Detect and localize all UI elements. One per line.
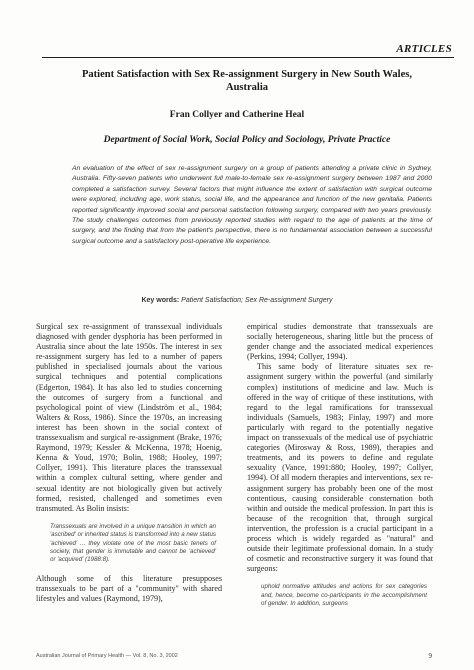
body-paragraph: Surgical sex re-assignment of transsexual individuals diagnosed with gender dysphoria has been performed in Australia since about the late 1950s. The interest in sex re-assignment surgery has led to a number of papers published in specialised journals about the various surgical techniques and potential complications (Edgerton, 1984). It has also led to studies concerning the outcomes of surgery from a functional and psychological point of view (Lindström et al., 1984; Walters & Ross, 1986). Since the 1970s, an increasing interest has been shown in the social context of transsexualism and surgical re-assignment (Brake, 1976; Raymond, 1979; Kessler & McKenna, 1978; Hoenig, Kenna & Youd, 1970; Bolin, 1988; Hooley, 1997; Collyer, 1991). This literature places the transsexual within a complex cultural setting, where gender and sexual identity are not biologically given but actively formed, resisted, challenged and sometimes even transmuted. As Bolin insists: xyxy=(36,322,222,513)
article-affiliation: Department of Social Work, Social Policy and Sociology, Private Practice xyxy=(103,135,391,145)
page-number: 9 xyxy=(428,652,432,660)
body-paragraph: empirical studies demonstrate that transsexuals are socially heterogeneous, sharing little but the process of gender change and the associated medical experiences (Perkins, 1994; Collyer, 1994). xyxy=(247,322,433,362)
block-quote: Transsexuals are involved in a unique transition in which an 'ascribed' or inherited status is transformed into a new status 'achieved' ... they violate one of the most basic tenets of society, that gender is immutable and cannot be 'achieved' or 'acquired' (1988:8). xyxy=(50,522,216,564)
article-authors: Fran Collyer and Catherine Heal xyxy=(169,110,305,120)
article-abstract: An evaluation of the effect of sex re-assignment surgery on a group of patients attending a private clinic in Sydney, Australia. Fifty-seven patients who underwent full male-to-female sex re-assignment surgery between 1987 and 2000 completed a satisfaction survey. Several factors that might influence the extent of satisfaction with surgical outcome were explored, including age, work status, social life, and the appearance and function of the new genitalia. Patients reported significantly improved social and personal satisfaction following surgery, compared with two years previously. The study challenges outcomes from previously reported studies with regard to the age of patients at the time of surgery, and the finding that from the patient's perspective, there is no fundamental association between a successful surgical outcome and a satisfactory post-operative life experience. xyxy=(72,165,432,245)
header-rule xyxy=(42,57,454,58)
body-column-left xyxy=(36,322,222,604)
keywords-text: Patient Satisfaction; Sex Re-assignment Surgery xyxy=(181,297,333,304)
block-quote: uphold normative attitudes and actions for sex categories and, hence, become co-participants in the accomplishment of gender. In addition, surgeons xyxy=(261,583,427,608)
body-column-right xyxy=(247,322,433,618)
article-title: Patient Satisfaction with Sex Re-assignment Surgery in New South Wales, Australia xyxy=(82,69,412,93)
journal-footer: Australian Journal of Primary Health — Vol. 8, No. 3, 2002 xyxy=(36,653,178,659)
body-paragraph: This same body of literature situates sex re-assignment surgery within the powerful (and similarly complex) institutions of medicine and law. Much is offered in the way of critique of these institutions, with regard to the legal ramifications for transsexual individuals (Samuels, 1983; Finlay, 1997) and more particularly with regard to the potentially negative impact on transsexuals of the medical use of psychiatric categories (Mirosway & Ross, 1989), therapies and treatments, and its powers to define and regulate sexuality (Vance, 1991:880; Hooley, 1997; Collyer, 1994). Of all modern therapies and interventions, sex re-assignment surgery has probably been one of the most contentious, causing considerable consternation both within and outside the medical profession. In part this is because of the recognition that, through surgical intervention, the profession is a crucial participant in a process which is widely regarded as "natural" and outside their legitimate professional domain. In a study of cosmetic and reconstructive surgery it was found that surgeons: xyxy=(247,362,433,574)
body-paragraph: Although some of this literature presupposes transsexuals to be part of a "community" with shared lifestyles and values (Raymond, 1979), xyxy=(36,573,222,603)
section-label: ARTICLES xyxy=(396,43,452,55)
keywords-line xyxy=(0,297,474,304)
keywords-label: Key words: xyxy=(141,297,180,304)
